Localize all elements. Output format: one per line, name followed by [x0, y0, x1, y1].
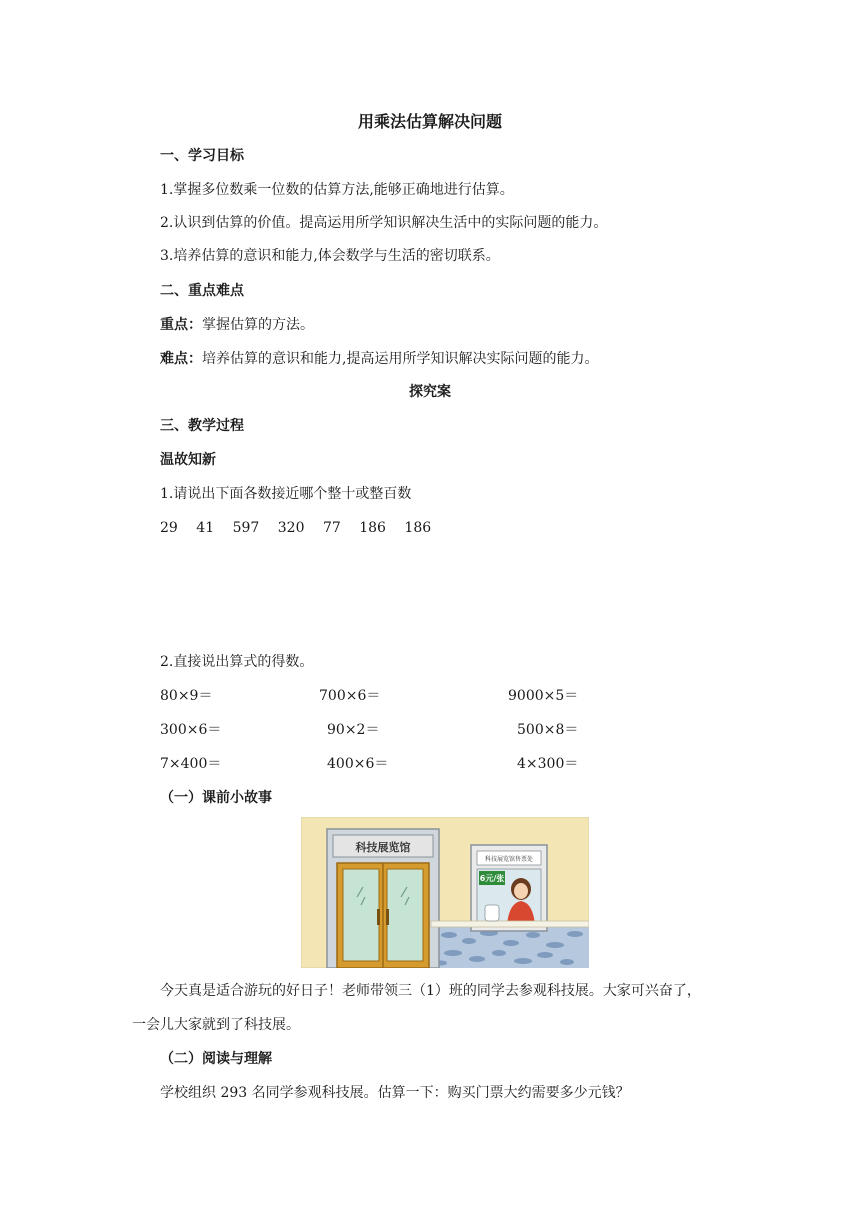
key-point-text: 掌握估算的方法。: [202, 317, 314, 333]
door-glass-left: [343, 869, 379, 961]
number-list: [160, 518, 431, 538]
section-heading-process: 三、教学过程: [160, 418, 244, 434]
price-tag-text: 6元/张: [479, 874, 505, 883]
difficulty-label: 难点：: [160, 351, 202, 367]
key-point-line: [160, 315, 314, 335]
number-item: 29: [160, 520, 178, 536]
difficulty-line: [160, 349, 598, 369]
door-glass-right: [387, 869, 423, 961]
question-1: 1.请说出下面各数接近哪个整十或整百数: [160, 486, 412, 502]
ticket-slot: [485, 905, 499, 921]
number-item: 320: [277, 520, 305, 536]
review-heading: 温故知新: [160, 452, 216, 468]
calc-item: 400×6＝: [327, 756, 389, 772]
counter: [431, 921, 589, 927]
calc-item: 300×6＝: [160, 722, 222, 738]
calc-item: 7×400＝: [160, 756, 222, 772]
calc-item: 80×9＝: [160, 688, 213, 704]
calc-item: 500×8＝: [517, 722, 579, 738]
calc-item: 90×2＝: [327, 722, 380, 738]
objective-item: 2.认识到估算的价值。提高运用所学知识解决生活中的实际问题的能力。: [160, 215, 608, 231]
calc-item: 700×6＝: [319, 688, 381, 704]
number-item: 186: [359, 520, 386, 536]
ticket-window-sign: 科技展览馆售票处: [484, 856, 534, 863]
section-heading-objectives: 一、学习目标: [160, 148, 244, 164]
reading-heading: （二）阅读与理解: [160, 1051, 272, 1067]
number-item: 77: [322, 520, 341, 536]
story-heading: （一）课前小故事: [160, 790, 272, 806]
museum-illustration: [301, 817, 589, 968]
calc-item: 9000×5＝: [508, 688, 579, 704]
difficulty-text: 培养估算的意识和能力,提高运用所学知识解决实际问题的能力。: [202, 351, 599, 367]
explore-heading: 探究案: [409, 384, 451, 400]
calc-item: 4×300＝: [517, 756, 579, 772]
museum-sign-text: 科技展览馆: [355, 841, 411, 854]
question-2: 2.直接说出算式的得数。: [160, 654, 314, 670]
reading-question: 学校组织 293 名同学参观科技展。估算一下：购买门票大约需要多少元钱？: [160, 1085, 630, 1101]
section-heading-key-points: 二、重点难点: [160, 283, 244, 299]
number-item: 186: [404, 520, 432, 536]
story-paragraph-line-2: 一会儿大家就到了科技展。: [132, 1017, 300, 1033]
key-point-label: 重点：: [160, 317, 202, 333]
story-paragraph-line-1: 今天真是适合游玩的好日子！老师带领三（1）班的同学去参观科技展。大家可兴奋了，: [160, 983, 701, 999]
number-item: 41: [196, 520, 215, 536]
number-item: 597: [232, 520, 260, 536]
objective-item: 1.掌握多位数乘一位数的估算方法,能够正确地进行估算。: [160, 182, 514, 198]
objective-item: 3.培养估算的意识和能力,体会数学与生活的密切联系。: [160, 248, 500, 264]
document-title: 用乘法估算解决问题: [357, 112, 502, 131]
